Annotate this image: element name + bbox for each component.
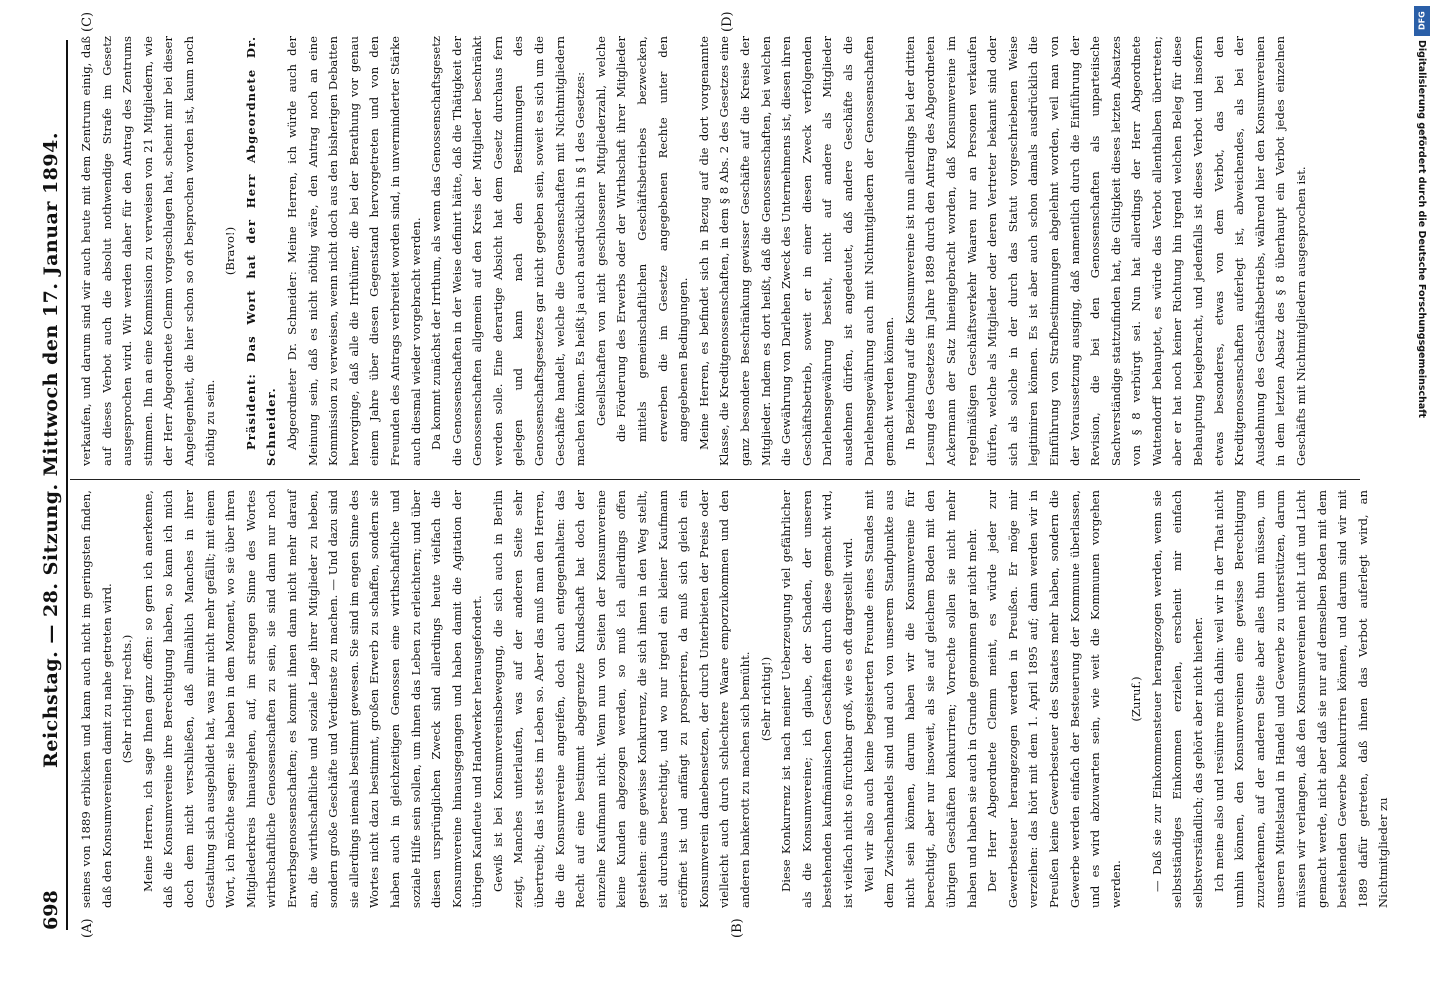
interjection: (Bravo!) [223,226,238,276]
speaker-paragraph: Präsident: Das Wort hat der Herr Abgeordnete Dr. Schneider. [243,36,279,466]
quoted-paragraph: Gesellschaften von nicht geschlossener Mitgliederzahl, welche die Förderung des Erwerbs oder der Wirthschaft ihrer Mitglieder mittels gemeinschaftlichen Geschäftsbetriebes bezwecken, erwerben die im Gesetze angegebenen Rechte unter den angegebenen Bedingungen. [593,36,691,442]
paragraph: verkaufen, und darum sind wir auch heute mit dem Zentrum einig, daß auf dieses Verbot auch die absolut nothwendige Strafe im Gesetz ausgesprochen wird. Wir werden daher für den Antrag des Zentrums stimmen. Ihn an eine Kommission zu verweisen von 21 Mitgliedern, wie der Herr Abgeordnete Clemm vorgeschlagen hat, scheint mir bei dieser Angelegenheit, die hier schon so oft besprochen worden ist, kaum noch nöthig zu sein. [79,36,217,466]
interjection: (Sehr richtig!) [758,656,773,742]
margin-mark-b: (B) [730,918,745,938]
paragraph: Da kommt zunächst der Irrthum, als wenn das Genossenschaftsgesetz die Genossenschaften in der Weise definirt hätte, daß die Thätigkeit der Genossenschaften allgemein auf den Kreis der Mitglieder beschränkt werden solle. Eine derartige Absicht hat dem Gesetz durchaus fern gelegen und kann nach den Bestimmungen des Genossenschaftsgesetzes gar nicht gegeben sein, soweit es sich um die Geschäfte handelt, welche die Genossenschaften mit Nichtmitgliedern machen können. Es heißt ja auch ausdrücklich in § 1 des Gesetzes: [429,36,588,466]
paragraph: Weil wir also auch keine begeisterten Freunde eines Standes mit dem Zwischenhandels sind und auch von unserem Standpunkte aus nicht sein können, darum haben wir die Konsumvereine für berechtigt, aber nur insoweit, als sie auf gleichem Boden mit den übrigen Geschäften konkurriren; Vorrechte sollen sie nicht mehr haben und haben sie auch in Grunde genommen gar nicht mehr. [861,490,979,908]
dfg-logo: DFG [1414,6,1430,36]
paragraph: In Beziehung auf die Konsumvereine ist nun allerdings bei der dritten Lesung des Gesetzes im Jahre 1889 durch den Antrag des Abgeordneten Ackermann der Satz hineingebracht worden, daß Konsumvereine im regelmäßigen Geschäftsverkehr Waaren nur an Personen verkaufen dürfen, welche als Mitglieder oder deren Vertreter bekannt sind oder sich als solche in der durch das Statut vorgeschriebenen Weise legitimiren können. Es ist aber auch schon damals ausdrücklich die Einführung von Strafbestimmungen abgelehnt worden, weil man von der Voraussetzung ausging, daß namentlich durch die Einführung der Revision, die bei den Genossenschaften als unparteiische Sachverständige stattzufinden hat, die Giltigkeit dieses letzten Absatzes von § 8 verbürgt sei. Nun hat allerdings der Herr Abgeordnete Wattendorff behauptet, es würde das Verbot allenthalben übertreten; aber er hat noch keiner Richtung hin irgend welchen Beleg für diese Behauptung beigebracht, und jedenfalls ist dieses Verbot und insofern etwas besonderes, etwas von dem Verbot, das bei den Kreditgenossenschaften auferlegt ist, abweichendes, als bei der Ausdehnung des Geschäftsbetriebs, während hier den Konsumvereinen in dem letzten Absatz des § 8 überhaupt ein Verbot jedes einzelnen Geschäfts mit Nichtmitgliedern ausgesprochen ist. [902,36,1309,466]
margin-mark-c: (C) [80,11,95,32]
right-column [76,36,1360,466]
paragraph: Diese Konkurrenz ist nach meiner Ueberzeugung viel gefährlicher als die Konsumvereine; ich glaube, der Schaden, der unseren bestehenden kaufmännischen Geschäften durch diese gemacht wird, ist vielfach nicht so fürchtbar groß, wie es oft dargestellt wird. [779,490,855,908]
paragraph: Meine Herren, ich sage Ihnen ganz offen: so gern ich anerkenne, daß die Konsumvereine ihre Berechtigung haben, so kann ich mich doch dem nicht verschließen, daß allmählich Manches in ihrer Gestaltung sich ausgebildet hat, was mir nicht mehr gefällt; mit einem Wort, ich möchte sagen: sie haben in dem Moment, wo sie über ihren Mitgliederkreis hinausgehen, auf, im strengen Sinne des Wortes wirthschaftliche Genossenschaften zu sein, sie sind dann nur noch Erwerbsgenossenschaften; es kommt ihnen dann nicht mehr darauf an, die wirthschaftliche und soziale Lage ihrer Mitglieder zu heben, sondern große Geschäfte und Verdienste zu machen. — Und dazu sind sie allerdings niemals bestimmt gewesen. Sie sind im engen Sinne des Wortes nicht dazu bestimmt, großen Erwerb zu schaffen, sondern sie haben auch in gleichzeitigen Genossen eine wirthschaftliche und soziale Hilfe sein sollen, um ihnen das Leben zu erleichtern; und über diesen ursprünglichen Zweck sind allerdings heute vielfach die Konsumvereine hinausgegangen und haben damit die Agitation der übrigen Kaufleute und Handwerker herausgefordert. [140,490,485,908]
paragraph: Gewiß ist bei Konsumvereinsbewegung, die sich auch in Berlin zeigt, Manches unterlaufen, was auf der anderen Seite sehr übertreibt; das ist stets im Leben so. Aber das muß man den Herren, die die Konsumvereine angreifen, doch auch entgegenhalten: das Recht auf eine bestimmt abgegrenzte Kundschaft hat doch der einzelne Kaufmann nicht. Wenn nun von Seiten der Konsumvereine keine Kunden abgezogen werden, so muß ich allerdings offen gestehen: eine gewisse Konkurrenz, die sich ihnen in den Weg stellt, ist durchaus berechtigt, und wo nur irgend ein kleiner Kaufmann eröffnet ist und anfängt zu prosperiren, da muß sich gleich ein Konsumverein danebensetzen, der durch Unterbieten der Preise oder vielleicht auch durch schlechtere Waare emporzukommen und den anderen bankerott zu machen sich bemüht. [490,490,752,908]
paragraph: Der Herr Abgeordnete Clemm meint, es würde jeder zur Gewerbesteuer herangezogen werden in Preußen. Er möge mir verzeihen: das hört mit dem 1. April 1895 auf; dann werden wir in Preußen keine Gewerbesteuer des Staates mehr haben, sondern die Gewerbe werden einfach der Besteuerung der Kommune überlassen, und es wird abzuwarten sein, wie weit die Kommunen vorgehen werden. [985,490,1123,908]
margin-mark-d: (D) [720,11,735,32]
paragraph: — Daß sie zur Einkommensteuer herangezogen werden, wenn sie selbstständiges Einkommen erzielen, erscheint mir einfach selbstverständlich; das gehört aber nicht hierher. [1149,490,1206,908]
interjection: (Zuruf.) [1129,676,1144,722]
paragraph: Ich meine also und resümire mich dahin: weil wir in der That nicht umhin können, den Konsumvereinen eine gewisse Berechtigung zuzuerkennen, auf der anderen Seite aber alles thun müssen, um unseren Mittelstand in Handel und Gewerbe zu unterstützen, darum müssen wir verlangen, daß den Konsumvereinen nicht Luft und Licht gemacht werde, nicht aber daß sie nur auf demselben Boden mit dem bestehenden Gewerbe konkurriren können, und darum sind wir mit 1889 dafür getreten, daß ihnen das Verbot auferlegt wird, an Nichtmitglieder zu [1211,490,1391,908]
paragraph: Meine Herren, es befindet sich in Bezug auf die dort vorgenannte Klasse, die Kreditgenossenschaften, in dem § 8 Abs. 2 des Gesetzes eine ganz besondere Beschränkung gewisser Geschäfte auf die Kreise der Mitglieder. Indem es dort heißt, daß die Genossenschaften, bei welchen die Gewährung von Darlehen Zweck des Unternehmens ist, diesen ihren Geschäftsbetrieb, soweit er in einer diesen Zweck verfolgenden Darlehensgewährung besteht, nicht auf andere als Mitglieder ausdehnen dürfen, ist angedeutet, daß andere Geschäfte als die Darlehensgewährung auch mit Nichtmitgliedern der Genossenschaften gemacht werden können. [696,36,897,466]
margin-mark-a: (A) [80,918,95,938]
page-number: 698 [40,890,62,930]
page-title: Reichstag. — 28. Sitzung. Mittwoch den 17. Januar 1894. [40,132,62,768]
left-column [76,490,1391,908]
paragraph: seines von 1889 erblicken und kann auch nicht im geringsten finden, daß den Konsumvereinen damit zu nahe getreten wird. [79,490,114,908]
paragraph: Abgeordneter Dr. Schneider: Meine Herren, ich würde auch der Meinung sein, daß es nicht nöthig wäre, den Antrag noch an eine Kommission zu verweisen, wenn nicht doch aus den bisherigen Debatten hervorginge, daß alle die Irrthümer, die bei der Berathung vor genau einem Jahre über diesen Gegenstand hervorgetreten und von den Freunden des Antrags verbreitet worden sind, in unverminderter Stärke auch diesmal wieder vorgebracht werden. [284,36,423,466]
page-header [28,40,68,930]
interjection: (Sehr richtig! rechts.) [120,634,135,764]
digitization-credit: Digitalisierung gefördert durch die Deutsche Forschungsgemeinschaft [1416,40,1427,418]
column-divider [70,479,1360,480]
